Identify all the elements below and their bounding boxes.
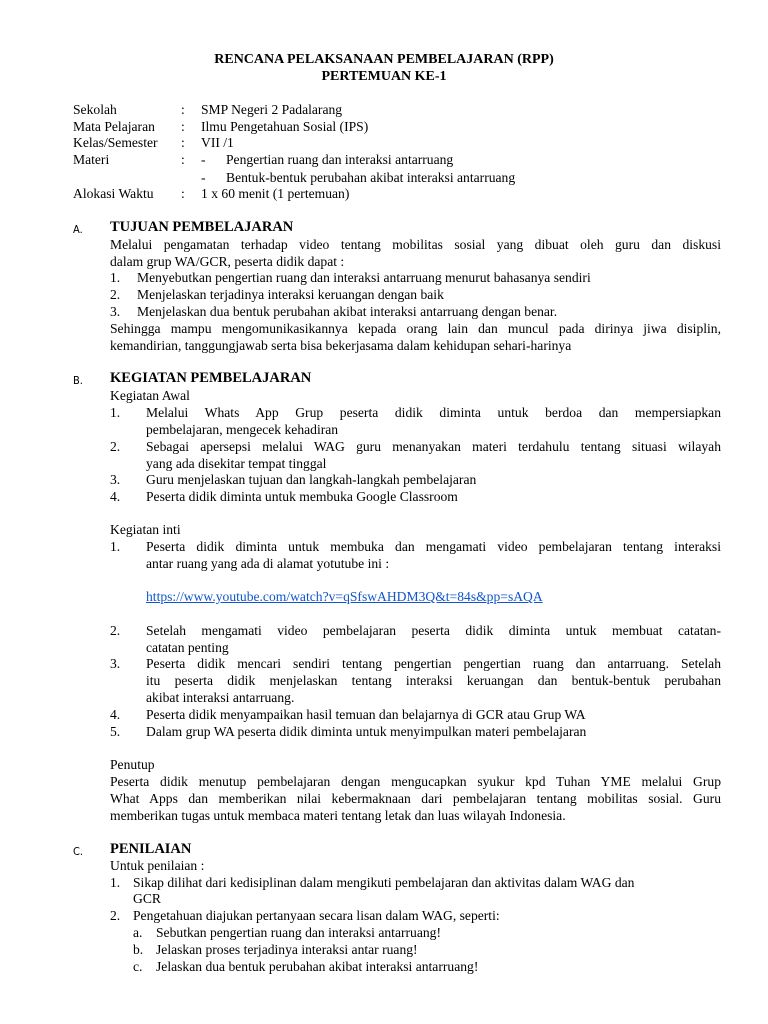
sub-list-letter: a. bbox=[133, 925, 143, 940]
kegiatan-inti-label: Kegiatan inti bbox=[110, 522, 181, 537]
identity-label: Mata Pelajaran bbox=[73, 119, 155, 134]
materi-dash: - bbox=[201, 170, 206, 185]
list-item: Peserta didik mencari sendiri tentang pengertian pengertian ruang dan antarruang. Setelah bbox=[146, 656, 721, 671]
list-item-cont: itu peserta didik menjelaskan tentang interaksi keruangan dan bentuk-bentuk perubahan bbox=[146, 673, 721, 688]
identity-label: Kelas/Semester bbox=[73, 135, 158, 150]
list-item: Sebagai apersepsi melalui WAG guru menanyakan materi terdahulu tentang situasi wilayah bbox=[146, 439, 721, 454]
identity-colon: : bbox=[181, 119, 185, 134]
list-item: Melalui Whats App Grup peserta didik diminta untuk berdoa dan mempersiapkan bbox=[146, 405, 721, 420]
identity-colon: : bbox=[181, 102, 185, 117]
list-item: Menyebutkan pengertian ruang dan interaksi antarruang menurut bahasanya sendiri bbox=[137, 270, 591, 285]
penutup-label: Penutup bbox=[110, 757, 155, 772]
section-a-closing-cont: kemandirian, tanggungjawab serta bisa bekerjasama dalam kehidupan sehari-harinya bbox=[110, 338, 572, 353]
document-title: RENCANA PELAKSANAAN PEMBELAJARAN (RPP) bbox=[214, 52, 554, 67]
list-item-cont: antar ruang yang ada di alamat yotutube ini : bbox=[146, 556, 390, 571]
sub-list-item: Jelaskan dua bentuk perubahan akibat interaksi antarruang! bbox=[156, 959, 479, 974]
identity-row-mapel bbox=[73, 119, 733, 136]
list-item: Guru menjelaskan tujuan dan langkah-langkah pembelajaran bbox=[146, 472, 477, 487]
list-number: 3. bbox=[110, 656, 121, 671]
list-item: Menjelaskan dua bentuk perubahan akibat interaksi antarruang dengan benar. bbox=[137, 304, 558, 319]
list-item: Peserta didik menyampaikan hasil temuan dan belajarnya di GCR atau Grup WA bbox=[146, 707, 586, 722]
identity-row-kelas bbox=[73, 135, 733, 152]
penutup-text-cont: What Apps dan memberikan nilai kebermaknaan dari pembelajaran tentang mobilitas sosial. Guru bbox=[110, 791, 721, 806]
identity-colon: : bbox=[181, 135, 185, 150]
list-number: 1. bbox=[110, 270, 121, 285]
list-number: 4. bbox=[110, 489, 121, 504]
list-item-cont: catatan penting bbox=[146, 640, 229, 655]
sub-list-item: Sebutkan pengertian ruang dan interaksi antarruang! bbox=[156, 925, 441, 940]
section-a-letter: A. bbox=[73, 223, 83, 236]
identity-value: Ilmu Pengetahuan Sosial (IPS) bbox=[201, 119, 369, 134]
identity-row-sekolah bbox=[73, 102, 733, 119]
identity-label: Alokasi Waktu bbox=[73, 186, 154, 201]
identity-row-alokasi bbox=[73, 186, 733, 203]
materi-item: Bentuk-bentuk perubahan akibat interaksi antarruang bbox=[226, 170, 516, 185]
penutup-text: Peserta didik menutup pembelajaran dengan mengucapkan syukur kpd Tuhan YME melalui Grup bbox=[110, 774, 721, 789]
list-item-cont: akibat interaksi antarruang. bbox=[146, 690, 295, 705]
list-item: Pengetahuan diajukan pertanyaan secara lisan dalam WAG, seperti: bbox=[133, 908, 500, 923]
list-item-cont: pembelajaran, mengecek kehadiran bbox=[146, 422, 339, 437]
list-item: Menjelaskan terjadinya interaksi keruangan dengan baik bbox=[137, 287, 444, 302]
identity-value: 1 x 60 menit (1 pertemuan) bbox=[201, 186, 350, 201]
list-number: 2. bbox=[110, 623, 121, 638]
list-number: 1. bbox=[110, 875, 121, 890]
kegiatan-awal-label: Kegiatan Awal bbox=[110, 388, 190, 403]
list-item-cont: yang ada disekitar tempat tinggal bbox=[146, 456, 327, 471]
sub-list-item: Jelaskan proses terjadinya interaksi antar ruang! bbox=[156, 942, 418, 957]
list-number: 2. bbox=[110, 287, 121, 302]
section-a-closing: Sehingga mampu mengomunikasikannya kepada orang lain dan muncul pada dirinya jiwa disiplin, bbox=[110, 321, 721, 336]
materi-dash: - bbox=[201, 152, 206, 167]
identity-row-materi-2 bbox=[73, 170, 733, 187]
list-number: 3. bbox=[110, 472, 121, 487]
section-b-heading: KEGIATAN PEMBELAJARAN bbox=[110, 370, 312, 386]
sub-list-letter: c. bbox=[133, 959, 143, 974]
identity-value: VII /1 bbox=[201, 135, 234, 150]
section-c-heading: PENILAIAN bbox=[110, 841, 192, 857]
document-subtitle: PERTEMUAN KE-1 bbox=[321, 69, 447, 84]
list-item: Dalam grup WA peserta didik diminta untuk menyimpulkan materi pembelajaran bbox=[146, 724, 587, 739]
list-number: 5. bbox=[110, 724, 121, 739]
identity-value: SMP Negeri 2 Padalarang bbox=[201, 102, 343, 117]
identity-label: Sekolah bbox=[73, 102, 117, 117]
list-item: Peserta didik diminta untuk membuka Google Classroom bbox=[146, 489, 458, 504]
youtube-link[interactable]: https://www.youtube.com/watch?v=qSfswAHDM3Q&t=84s&pp=sAQA bbox=[146, 589, 543, 604]
section-a-heading: TUJUAN PEMBELAJARAN bbox=[110, 219, 294, 235]
list-number: 1. bbox=[110, 539, 121, 554]
list-number: 2. bbox=[110, 908, 121, 923]
section-b-letter: B. bbox=[73, 374, 83, 387]
list-item: Setelah mengamati video pembelajaran peserta didik diminta untuk membuat catatan- bbox=[146, 623, 721, 638]
list-number: 4. bbox=[110, 707, 121, 722]
list-number: 1. bbox=[110, 405, 121, 420]
list-item: Sikap dilihat dari kedisiplinan dalam mengikuti pembelajaran dan aktivitas dalam WAG dan bbox=[133, 875, 635, 890]
list-item-cont: GCR bbox=[133, 891, 161, 906]
materi-item: Pengertian ruang dan interaksi antarruang bbox=[226, 152, 454, 167]
sub-list-letter: b. bbox=[133, 942, 144, 957]
identity-label: Materi bbox=[73, 152, 110, 167]
list-item: Peserta didik diminta untuk membuka dan mengamati video pembelajaran tentang interaksi bbox=[146, 539, 721, 554]
section-c-letter: C. bbox=[73, 845, 84, 858]
list-number: 3. bbox=[110, 304, 121, 319]
penutup-text-cont: memberikan tugas untuk membaca materi tentang letak dan luas wilayah Indonesia. bbox=[110, 808, 566, 823]
penilaian-intro: Untuk penilaian : bbox=[110, 858, 205, 873]
identity-row-materi bbox=[73, 152, 733, 169]
section-a-intro: Melalui pengamatan terhadap video tentang mobilitas sosial yang dibuat oleh guru dan diskusi bbox=[110, 237, 721, 252]
list-number: 2. bbox=[110, 439, 121, 454]
identity-colon: : bbox=[181, 186, 185, 201]
section-a-intro-cont: dalam grup WA/GCR, peserta didik dapat : bbox=[110, 254, 345, 269]
identity-colon: : bbox=[181, 152, 185, 167]
